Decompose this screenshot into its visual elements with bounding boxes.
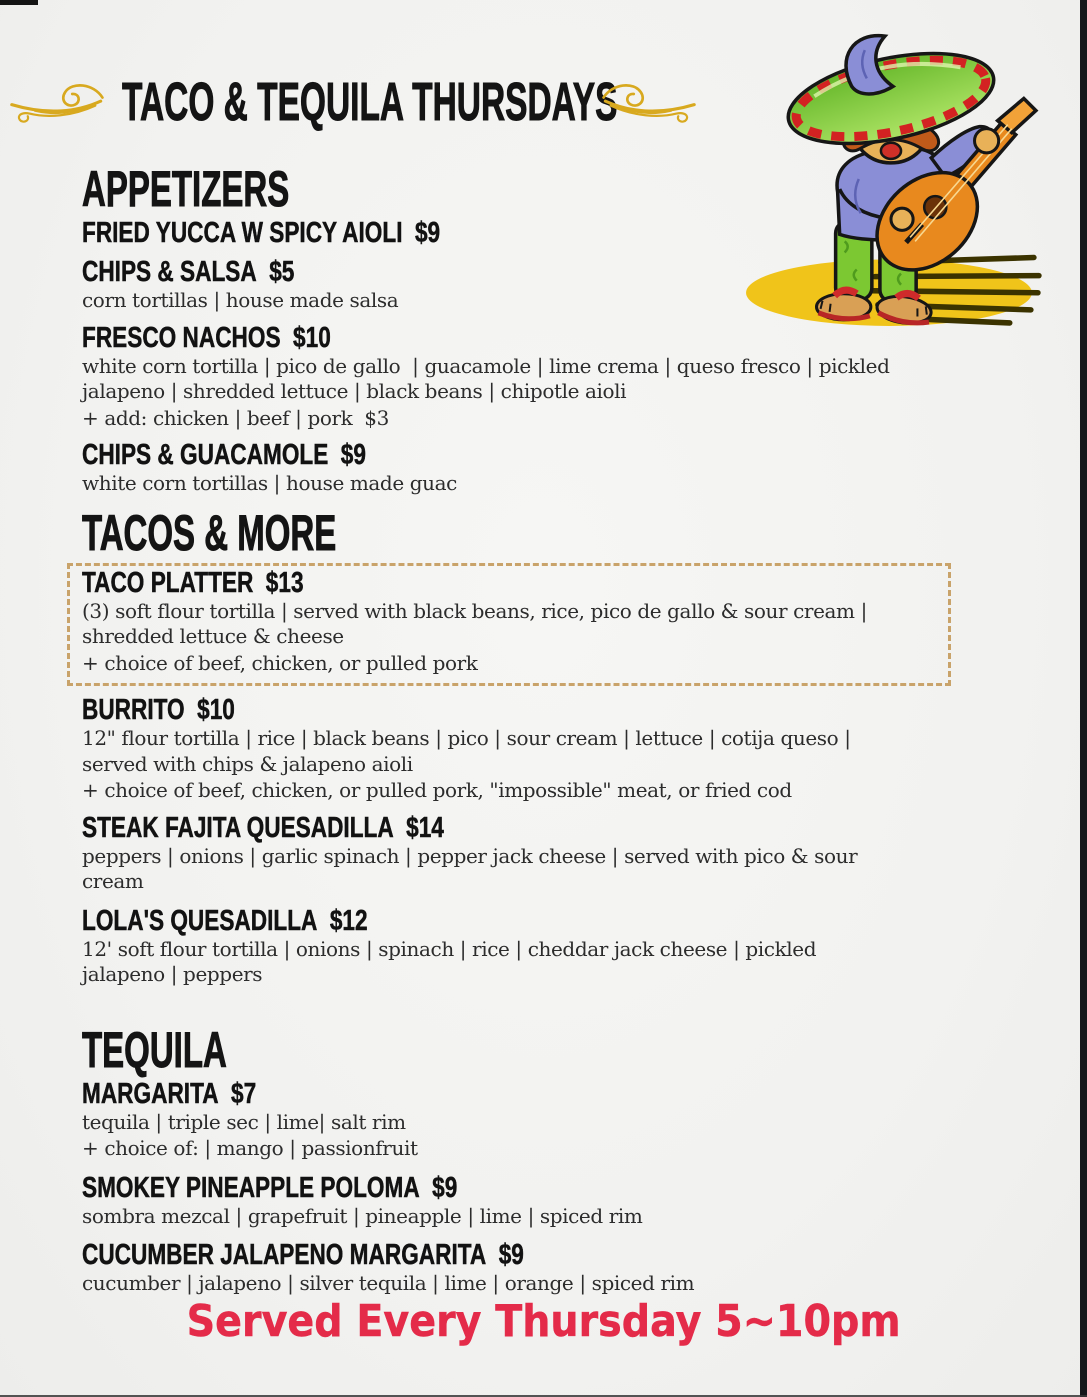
item-name-price — [82, 1171, 788, 1204]
item-price: $9 — [340, 439, 366, 471]
item-price: $12 — [329, 904, 368, 937]
item-description-line: tequila | triple sec | lime| salt rim — [82, 1109, 406, 1134]
item-price: $9 — [432, 1171, 458, 1204]
menu-item-smokey-pineapple-poloma — [82, 1171, 987, 1230]
item-description-line: white corn tortilla | pico de gallo | guacamole | lime crema | queso fresco | pickled jalapeno | shredded lettuce | black beans | chipotle aioli — [82, 353, 896, 403]
section-heading-appetizers: APPETIZERS — [82, 161, 290, 217]
menu-item-chips-guacamole — [82, 441, 987, 497]
gold-swirl-flourish-icon — [8, 78, 108, 126]
item-name: SMOKEY PINEAPPLE POLOMA — [82, 1171, 420, 1204]
item-name-price — [82, 1077, 788, 1110]
item-addon-line: + choice of: | mango | passionfruit — [82, 1136, 418, 1160]
item-description-line: 12" flour tortilla | rice | black beans | pico | sour cream | lettuce | cotija queso | served with chips & jalapeno aioli — [82, 726, 857, 776]
item-price: $13 — [265, 566, 304, 599]
item-name: STEAK FAJITA QUESADILLA — [82, 811, 394, 844]
item-description-line: corn tortillas | house made salsa — [82, 288, 399, 312]
item-description-line: sombra mezcal | grapefruit | pineapple | lime | spiced rim — [82, 1203, 643, 1228]
item-name-price — [82, 696, 788, 725]
item-name: CUCUMBER JALAPENO MARGARITA — [82, 1239, 487, 1271]
item-name-price — [82, 566, 748, 599]
scan-artifact-top-left — [0, 0, 38, 5]
item-addon-line: + add: chicken | beef | pork $3 — [82, 405, 389, 430]
section-heading-tacos-and-more: TACOS & MORE — [82, 504, 337, 561]
item-name-price — [82, 1241, 788, 1270]
item-name: BURRITO — [82, 694, 185, 726]
gold-swirl-flourish-icon — [598, 78, 698, 126]
item-name-price — [82, 904, 788, 937]
item-description-line: white corn tortillas | house made guac — [82, 471, 457, 495]
item-description-line: cucumber | jalapeno | silver tequila | lime | orange | spiced rim — [82, 1271, 695, 1295]
item-name-price — [82, 321, 788, 354]
item-price: $10 — [293, 321, 331, 354]
item-name-price — [82, 258, 788, 287]
menu-item-fresco-nachos — [82, 321, 987, 432]
item-name-price — [82, 219, 788, 248]
item-price: $5 — [269, 256, 295, 288]
footer — [0, 1297, 1087, 1347]
page-title: TACO & TEQUILA THURSDAYS — [122, 72, 618, 132]
item-name: TACO PLATTER — [82, 566, 254, 599]
item-name: MARGARITA — [82, 1077, 219, 1110]
item-description-line: 12' soft flour tortilla | onions | spinach | rice | cheddar jack cheese | pickled jalapeno | peppers — [82, 936, 823, 986]
item-description-line: (3) soft flour tortilla | served with black beans, rice, pico de gallo & sour cream | shredded lettuce & cheese — [82, 598, 873, 648]
item-name: CHIPS & SALSA — [82, 256, 257, 288]
menu-item-margarita — [82, 1077, 987, 1162]
section-heading-tequila: TEQUILA — [82, 1021, 227, 1078]
menu-item-cucumber-jalapeno-margarita — [82, 1241, 987, 1297]
page-edge-right-strip — [1080, 0, 1087, 1397]
item-description-line: peppers | onions | garlic spinach | pepper jack cheese | served with pico & sour cream — [82, 843, 864, 893]
item-name-price — [82, 441, 788, 470]
item-addon-line: + choice of beef, chicken, or pulled pork — [82, 650, 478, 675]
item-name: FRIED YUCCA W SPICY AIOLI — [82, 217, 403, 249]
menu-item-taco-platter — [82, 566, 936, 677]
menu-item-steak-fajita-quesadilla — [82, 811, 987, 895]
menu-item-burrito — [82, 696, 987, 804]
item-price: $7 — [231, 1077, 257, 1110]
item-price: $14 — [406, 811, 444, 844]
item-price: $9 — [498, 1239, 524, 1271]
item-name: CHIPS & GUACAMOLE — [82, 439, 329, 471]
page-title-wrap — [122, 72, 618, 132]
footer-served-hours: Served Every Thursday 5~10pm — [186, 1296, 901, 1347]
menu-content — [82, 72, 987, 1297]
item-name: FRESCO NACHOS — [82, 321, 281, 354]
item-name-price — [82, 811, 788, 844]
menu-item-lolas-quesadilla — [82, 904, 987, 988]
taco-platter-highlight-box — [67, 563, 951, 687]
item-addon-line: + choice of beef, chicken, or pulled pork, "impossible" meat, or fried cod — [82, 778, 792, 802]
item-price: $9 — [414, 217, 441, 249]
item-name: LOLA'S QUESADILLA — [82, 904, 318, 937]
item-price: $10 — [197, 694, 235, 726]
